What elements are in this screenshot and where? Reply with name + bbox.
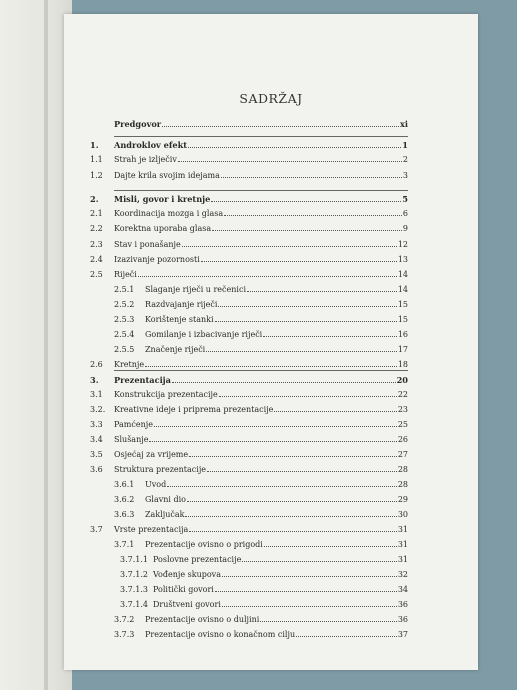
toc-entry (90, 270, 408, 279)
toc-entry-page: 28 (397, 465, 408, 474)
toc-entry (90, 240, 408, 249)
toc-entry-title: Konstrukcija prezentacije (114, 390, 218, 399)
toc-entry-number: 3.7.1 (114, 540, 135, 549)
toc-entry-number: 2.5.1 (114, 285, 135, 294)
toc-entry-title: Vođenje skupova (153, 570, 221, 579)
toc-entry-page: 23 (397, 405, 408, 414)
dot-leader (247, 291, 397, 292)
dot-leader (264, 546, 397, 547)
toc-entry (114, 315, 408, 324)
toc-entry-page: 20 (396, 375, 408, 385)
toc-entry-title: Osjećaj za vrijeme (114, 450, 189, 459)
toc-entry (114, 285, 408, 294)
toc-entry (90, 255, 408, 264)
dot-leader (189, 531, 397, 532)
toc-entry-number: 2.1 (90, 209, 103, 218)
toc-entry-title: Prezentacija (114, 375, 171, 385)
toc-entry-page: 22 (397, 390, 408, 399)
toc-entry-number: 3. (90, 375, 99, 385)
toc-entry-page: 6 (402, 209, 408, 218)
toc-entry-page: 31 (397, 555, 408, 564)
section-divider (114, 370, 408, 371)
toc-entry-page: 12 (397, 240, 408, 249)
book-page (64, 14, 478, 670)
dot-leader (274, 411, 396, 412)
page-title: SADRŽAJ (239, 91, 303, 106)
toc-entry-page: 3 (402, 171, 408, 180)
toc-entry-title: Korektna uporaba glasa (114, 224, 212, 233)
toc-entry-number: 2.5 (90, 270, 103, 279)
toc-entry-title: Strah je izlječiv (114, 155, 177, 164)
toc-entry-title: Koordinacija mozga i glasa (114, 209, 224, 218)
toc-entry-number: 2.3 (90, 240, 103, 249)
toc-entry-page: 16 (397, 330, 408, 339)
toc-entry (114, 330, 408, 339)
toc-entry-number: 2.4 (90, 255, 103, 264)
dot-leader (263, 336, 397, 337)
dot-leader (145, 366, 397, 367)
toc-entry-title: Razdvajanje riječi (145, 300, 218, 309)
toc-entry-number: 3.7.1.3 (120, 585, 148, 594)
toc-entry-page: 30 (397, 510, 408, 519)
toc-entry-title: Riječi (114, 270, 137, 279)
toc-entry-title: Slaganje riječi u rečenici (145, 285, 247, 294)
dot-leader (221, 177, 402, 178)
toc-entry-page: 15 (397, 315, 408, 324)
toc-entry-title: Misli, govor i kretnje (114, 194, 211, 204)
toc-entry (90, 450, 408, 459)
toc-entry (90, 140, 408, 150)
toc-entry (114, 119, 408, 129)
toc-entry-number: 1.2 (90, 171, 103, 180)
toc-entry-page: 31 (397, 540, 408, 549)
dot-leader (138, 276, 397, 277)
toc-entry-title: Izazivanje pozornosti (114, 255, 200, 264)
toc-entry-title: Pamćenje (114, 420, 153, 429)
dot-leader (218, 306, 396, 307)
dot-leader (154, 426, 397, 427)
toc-entry (120, 600, 408, 609)
toc-entry-title: Kretnje (114, 360, 145, 369)
toc-entry-number: 3.4 (90, 435, 103, 444)
toc-entry-number: 3.3 (90, 420, 103, 429)
dot-leader (219, 396, 397, 397)
dot-leader (207, 471, 397, 472)
dot-leader (296, 636, 397, 637)
dot-leader (178, 161, 402, 162)
toc-entry-number: 3.1 (90, 390, 103, 399)
dot-leader (149, 441, 396, 442)
toc-entry-title: Dajte krila svojim idejama (114, 171, 220, 180)
dot-leader (222, 576, 397, 577)
toc-entry-page: 2 (402, 155, 408, 164)
toc-entry-number: 3.5 (90, 450, 103, 459)
toc-entry (90, 224, 408, 233)
section-divider (114, 136, 408, 137)
toc-entry-title: Korištenje stanki (145, 315, 214, 324)
toc-entry-page: 36 (397, 615, 408, 624)
toc-entry-page: 14 (397, 270, 408, 279)
previous-page-edge (0, 0, 72, 690)
toc-entry-page: 32 (397, 570, 408, 579)
toc-entry-page: xi (400, 119, 408, 129)
toc-entry-page: 18 (397, 360, 408, 369)
toc-entry-title: Politički govori (153, 585, 214, 594)
dot-leader (211, 201, 401, 202)
toc-entry-title: Gomilanje i izbacivanje riječi (145, 330, 263, 339)
toc-entry (90, 155, 408, 164)
toc-entry-page: 15 (397, 300, 408, 309)
toc-entry-number: 2.5.3 (114, 315, 135, 324)
toc-entry-number: 3.6.2 (114, 495, 135, 504)
page-gutter (44, 0, 48, 690)
toc-entry (114, 300, 408, 309)
toc-entry-title: Uvod (145, 480, 167, 489)
toc-entry-page: 28 (397, 480, 408, 489)
dot-leader (215, 321, 397, 322)
toc-entry (90, 209, 408, 218)
toc-entry-page: 9 (402, 224, 408, 233)
toc-entry (120, 555, 408, 564)
toc-entry-page: 25 (397, 420, 408, 429)
toc-entry (114, 345, 408, 354)
toc-entry-page: 26 (397, 435, 408, 444)
toc-entry-title: Androklov efekt (114, 140, 188, 150)
toc-entry (120, 570, 408, 579)
toc-entry-title: Stav i ponašanje (114, 240, 181, 249)
toc-entry (90, 171, 408, 180)
toc-entry-number: 2.5.4 (114, 330, 135, 339)
toc-entry (90, 390, 408, 399)
toc-entry (114, 510, 408, 519)
toc-entry (90, 525, 408, 534)
toc-entry (114, 495, 408, 504)
dot-leader (215, 591, 397, 592)
toc-entry-page: 37 (397, 630, 408, 639)
toc-entry-number: 3.6.3 (114, 510, 135, 519)
toc-entry (114, 630, 408, 639)
toc-entry-number: 2. (90, 194, 99, 204)
dot-leader (206, 351, 397, 352)
toc-entry-title: Društveni govori (153, 600, 221, 609)
toc-entry (114, 540, 408, 549)
toc-entry (90, 194, 408, 204)
toc-entry-title: Vrste prezentacija (114, 525, 189, 534)
toc-entry-title: Prezentacije ovisno o prigodi (145, 540, 263, 549)
toc-entry-number: 2.5.2 (114, 300, 135, 309)
toc-entry-page: 29 (397, 495, 408, 504)
dot-leader (189, 456, 397, 457)
dot-leader (167, 486, 397, 487)
toc-entry-number: 3.6.1 (114, 480, 135, 489)
toc-entry-number: 3.7.3 (114, 630, 135, 639)
dot-leader (187, 501, 397, 502)
dot-leader (201, 261, 397, 262)
toc-entry-number: 3.7.2 (114, 615, 135, 624)
toc-entry-page: 5 (402, 194, 408, 204)
toc-entry-title: Značenje riječi (145, 345, 206, 354)
toc-entry-page: 14 (397, 285, 408, 294)
dot-leader (172, 382, 396, 383)
toc-entry-number: 1.1 (90, 155, 103, 164)
toc-entry-page: 1 (402, 140, 408, 150)
toc-entry-page: 36 (397, 600, 408, 609)
toc-entry-number: 2.6 (90, 360, 103, 369)
dot-leader (224, 215, 402, 216)
toc-entry (114, 615, 408, 624)
toc-entry-title: Zaključak (145, 510, 185, 519)
toc-entry (114, 480, 408, 489)
toc-entry-title: Prezentacije ovisno o konačnom cilju (145, 630, 296, 639)
dot-leader (242, 561, 396, 562)
toc-entry-title: Glavni dio (145, 495, 186, 504)
dot-leader (162, 126, 399, 127)
toc-entry-number: 3.7.1.2 (120, 570, 148, 579)
toc-entry-title: Kreativne ideje i priprema prezentacije (114, 405, 274, 414)
toc-entry (90, 420, 408, 429)
toc-entry-number: 3.7.1.1 (120, 555, 148, 564)
toc-entry-number: 2.2 (90, 224, 103, 233)
toc-entry-number: 3.7 (90, 525, 103, 534)
toc-entry-title: Slušanje (114, 435, 149, 444)
dot-leader (212, 230, 402, 231)
toc-entry-title: Predgovor (114, 119, 162, 129)
toc-entry-title: Struktura prezentacije (114, 465, 207, 474)
toc-entry-page: 27 (397, 450, 408, 459)
toc-entry-number: 1. (90, 140, 99, 150)
toc-entry-number: 2.5.5 (114, 345, 135, 354)
toc-entry (90, 465, 408, 474)
toc-entry-title: Prezentacije ovisno o duljini (145, 615, 260, 624)
toc-entry-page: 17 (397, 345, 408, 354)
table-of-contents (64, 14, 478, 670)
dot-leader (260, 621, 397, 622)
toc-entry-number: 3.2. (90, 405, 106, 414)
toc-entry-title: Poslovne prezentacije (153, 555, 242, 564)
toc-entry-page: 13 (397, 255, 408, 264)
toc-entry (90, 435, 408, 444)
toc-entry (90, 375, 408, 385)
toc-entry (120, 585, 408, 594)
dot-leader (182, 246, 397, 247)
toc-entry-number: 3.6 (90, 465, 103, 474)
dot-leader (222, 606, 397, 607)
toc-entry (90, 360, 408, 369)
dot-leader (188, 147, 401, 148)
toc-entry-page: 34 (397, 585, 408, 594)
toc-entry-page: 31 (397, 525, 408, 534)
section-divider (114, 190, 408, 191)
toc-entry (90, 405, 408, 414)
toc-entry-number: 3.7.1.4 (120, 600, 148, 609)
dot-leader (185, 516, 396, 517)
